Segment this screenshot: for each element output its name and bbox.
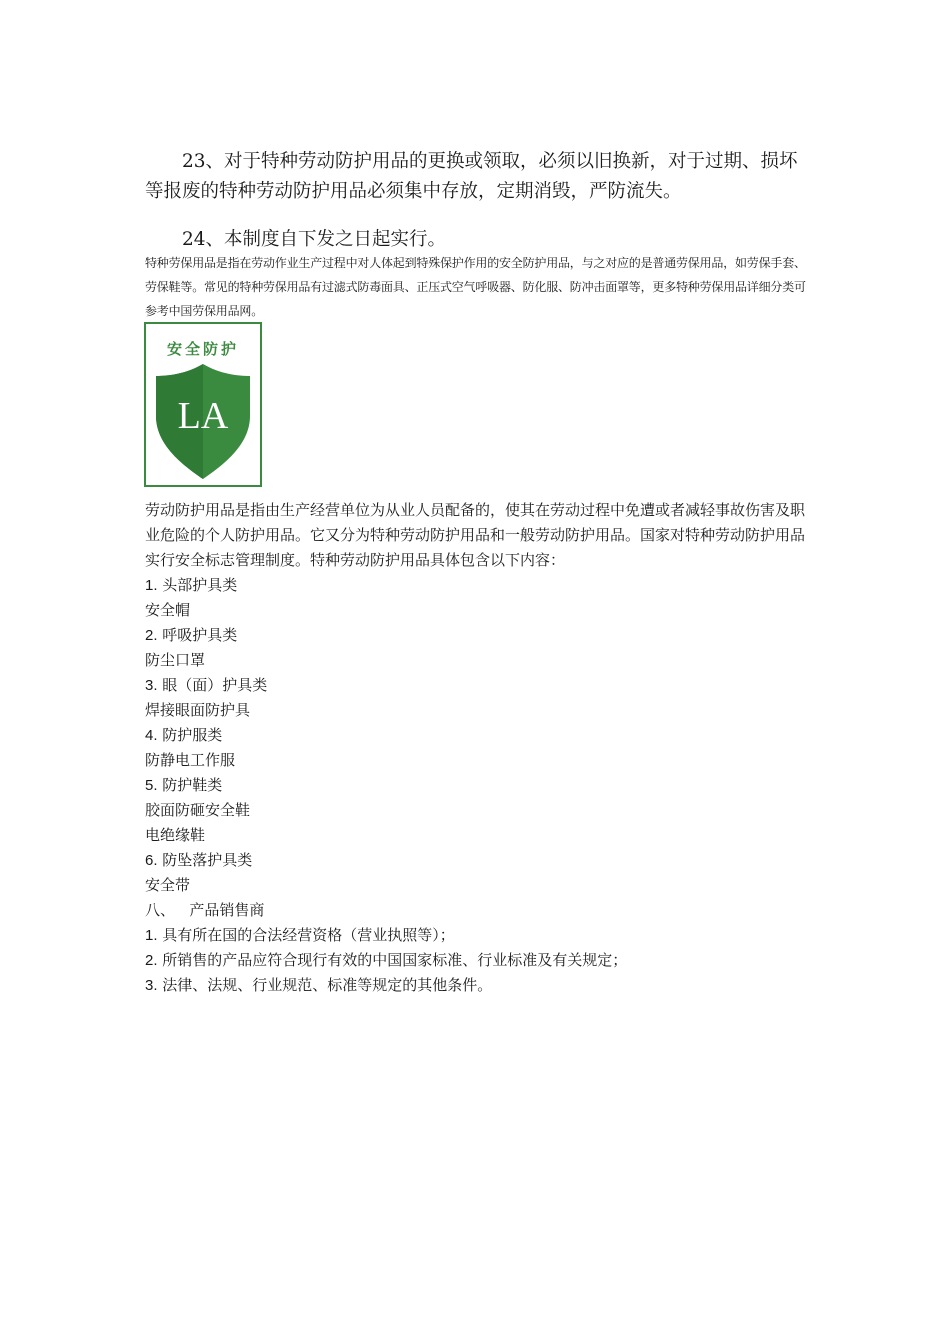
shield-icon — [146, 324, 260, 485]
category-list — [145, 573, 810, 998]
regulation-items — [145, 147, 810, 255]
category-title: 4. 防护服类 — [145, 726, 223, 744]
intro-note-text: 特种劳保用品是指在劳动作业生产过程中对人体起到特殊保护作用的安全防护用品，与之对应的是普通劳保用品，如劳保手套、劳保鞋等。常见的特种劳保用品有过滤式防毒面具、正压式空气呼吸器、防化服、防冲击面罩等，更多特种劳保用品详细分类可参考中国劳保用品网。 — [145, 256, 806, 318]
vendor-requirement: 1. 具有所在国的合法经营资格（营业执照等）； — [145, 926, 455, 944]
intro-note — [145, 251, 810, 323]
category-title: 5. 防护鞋类 — [145, 776, 223, 794]
vendor-heading: 八、 产品销售商 — [145, 901, 265, 919]
item-23: 23、对于特种劳动防护用品的更换或领取，必须以旧换新，对于过期、损坏等报废的特种劳动防护用品必须集中存放，定期消毁，严防流失。 — [145, 151, 798, 202]
category-item: 安全帽 — [145, 601, 191, 619]
category-item: 胶面防砸安全鞋 — [145, 801, 251, 819]
category-title: 2. 呼吸护具类 — [145, 626, 238, 644]
category-item: 防尘口罩 — [145, 651, 206, 669]
item-24: 24、本制度自下发之日起实行。 — [182, 229, 447, 250]
category-item: 防静电工作服 — [145, 751, 236, 769]
category-item: 焊接眼面防护具 — [145, 701, 251, 719]
logo-top-text: 安全防护 — [166, 340, 240, 358]
category-item: 安全带 — [145, 876, 191, 894]
category-title: 1. 头部护具类 — [145, 576, 238, 594]
safety-logo — [144, 322, 262, 487]
category-title: 3. 眼（面）护具类 — [145, 676, 268, 694]
category-item: 电绝缘鞋 — [145, 826, 206, 844]
description-text: 劳动防护用品是指由生产经营单位为从业人员配备的，使其在劳动过程中免遭或者减轻事故伤害及职业危险的个人防护用品。它又分为特种劳动防护用品和一般劳动防护用品。国家对特种劳动防护用品实行安全标志管理制度。特种劳动防护用品具体包含以下内容： — [145, 501, 806, 569]
vendor-requirement: 3. 法律、法规、行业规范、标准等规定的其他条件。 — [145, 976, 493, 994]
vendor-requirement: 2. 所销售的产品应符合现行有效的中国国家标准、行业标准及有关规定； — [145, 951, 628, 969]
category-title: 6. 防坠落护具类 — [145, 851, 253, 869]
description — [145, 498, 810, 573]
logo-emblem-text: LA — [177, 395, 229, 437]
